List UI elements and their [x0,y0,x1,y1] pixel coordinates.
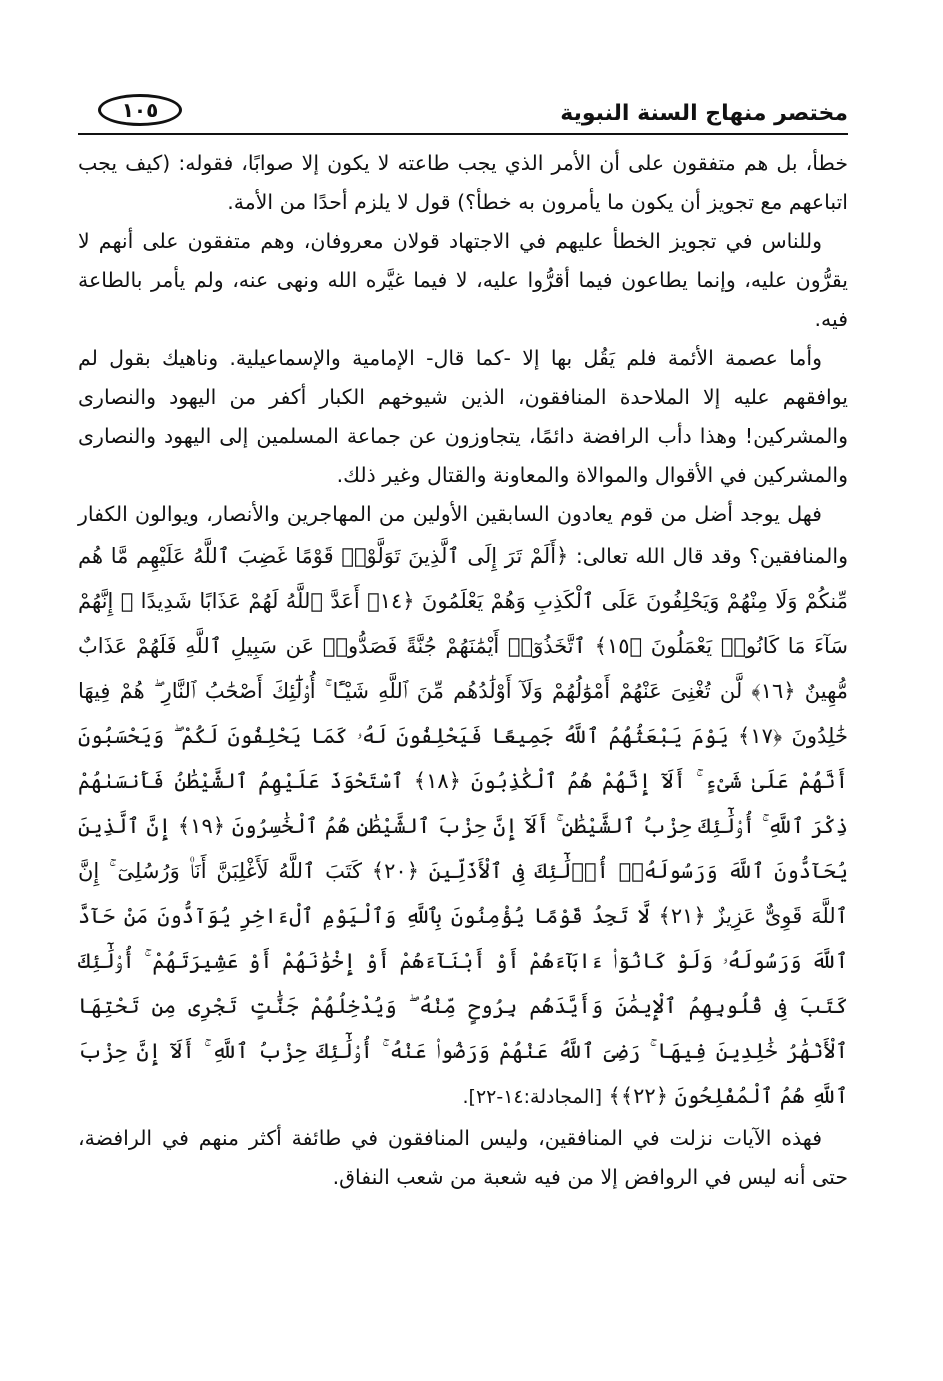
running-title: مختصر منهاج السنة النبوية [560,101,848,126]
quran-verse: ﴿أَلَمْ تَرَ إِلَى ٱلَّذِينَ تَوَلَّوْا۟ قَوْمًا غَضِبَ ٱللَّهُ عَلَيْهِم مَّا هُم مِّنكُمْ وَلَا مِنْهُمْ وَيَحْلِفُونَ عَلَى ٱلْكَذِبِ وَهُمْ يَعْلَمُونَ ﴿١٤﴾ أَعَدَّ ٱللَّهُ لَهُمْ عَذَابًا شَدِيدًا ۖ إِنَّهُمْ سَآءَ مَا كَانُوا۟ يَعْمَلُونَ ﴿١٥﴾ ٱتَّخَذُوٓا۟ أَيْمَٰنَهُمْ جُنَّةً فَصَدُّوا۟ عَن سَبِيلِ ٱللَّهِ فَلَهُمْ عَذَابٌ مُّهِينٌ ﴿١٦﴾ لَّن تُغْنِىَ عَنْهُمْ أَمْوَٰلُهُمْ وَلَآ أَوْلَٰدُهُم مِّنَ ٱللَّهِ شَيْـًٔا ۚ أُو۟لَٰٓئِكَ أَصْحَٰبُ ٱلنَّارِ ۖ هُمْ فِيهَا خَٰلِدُونَ ﴿١٧﴾ يَوْمَ يَبْعَثُهُمُ ٱللَّهُ جَمِيعًا فَيَحْلِفُونَ لَهُۥ كَمَا يَحْلِفُونَ لَكُمْ ۖ وَيَحْسَبُونَ أَنَّهُمْ عَلَىٰ شَىْءٍ ۚ أَلَآ إِنَّهُمْ هُمُ ٱلْكَٰذِبُونَ ﴿١٨﴾ ٱسْتَحْوَذَ عَلَيْهِمُ ٱلشَّيْطَٰنُ فَأَنسَىٰهُمْ ذِكْرَ ٱللَّهِ ۚ أُو۟لَٰٓئِكَ حِزْبُ ٱلشَّيْطَٰنِ ۚ أَلَآ إِنَّ حِزْبَ ٱلشَّيْطَٰنِ هُمُ ٱلْخَٰسِرُونَ ﴿١٩﴾ إِنَّ ٱلَّذِينَ يُحَآدُّونَ ٱللَّهَ وَرَسُولَهُۥٓ أُو۟لَٰٓئِكَ فِى ٱلْأَذَلِّينَ ﴿٢٠﴾ كَتَبَ ٱللَّهُ لَأَغْلِبَنَّ أَنَا۠ وَرُسُلِىٓ ۚ إِنَّ ٱللَّهَ قَوِىٌّ عَزِيزٌ ﴿٢١﴾ لَّا تَجِدُ قَوْمًا يُؤْمِنُونَ بِٱللَّهِ وَٱلْيَوْمِ ٱلْءَاخِرِ يُوَآدُّونَ مَنْ حَآدَّ ٱللَّهَ وَرَسُولَهُۥ وَلَوْ كَانُوٓا۟ ءَابَآءَهُمْ أَوْ أَبْنَآءَهُمْ أَوْ إِخْوَٰنَهُمْ أَوْ عَشِيرَتَهُمْ ۚ أُو۟لَٰٓئِكَ كَتَبَ فِى قُلُوبِهِمُ ٱلْإِيمَٰنَ وَأَيَّدَهُم بِرُوحٍ مِّنْهُ ۖ وَيُدْخِلُهُمْ جَنَّٰتٍ تَجْرِى مِن تَحْتِهَا ٱلْأَنْهَٰرُ خَٰلِدِينَ فِيهَا ۚ رَضِىَ ٱللَّهُ عَنْهُمْ وَرَضُوا۟ عَنْهُ ۚ أُو۟لَٰٓئِكَ حِزْبُ ٱللَّهِ ۚ أَلَآ إِنَّ حِزْبَ ٱللَّهِ هُمُ ٱلْمُفْلِحُونَ ﴿٢٢﴾﴾ [78,544,849,1108]
paragraph-4-intro: فهل يوجد أضل من قوم يعادون السابقين الأولين من المهاجرين والأنصار، ويوالون الكفار والمنافقين؟ وقد قال الله تعالى: [78,502,848,568]
book-page [78,86,848,1326]
page-number: ١٠٥ [98,94,182,126]
page-body [78,144,848,1197]
header-rule [78,133,848,135]
page-header [78,86,848,138]
paragraph-2: وللناس في تجويز الخطأ عليهم في الاجتهاد قولان معروفان، وهم متفقون على أنهم لا يقرُّون عليه، وإنما يطاعون فيما أقرُّوا عليه، لا فيما غيَّره الله ونهى عنه، ولم يأمر بالطاعة فيه. [78,229,848,331]
paragraph-3: وأما عصمة الأئمة فلم يَقُل بها إلا -كما قال- الإمامية والإسماعيلية. وناهيك بقول لم يوافقهم عليه إلا الملاحدة المنافقون، الذين شيوخهم الكبار أكفر من اليهود والنصارى والمشركين! وهذا دأب الرافضة دائمًا، يتجاوزون عن جماعة المسلمين إلى اليهود والنصارى والمشركين في الأقوال والموالاة والمعاونة والقتال وغير ذلك. [78,346,848,487]
verse-citation: [المجادلة:١٤-٢٢]. [462,1086,602,1108]
paragraph-5: فهذه الآيات نزلت في المنافقين، وليس المنافقون في طائفة أكثر منهم في الرافضة، حتى أنه ليس في الروافض إلا من فيه شعبة من شعب النفاق. [78,1126,848,1189]
paragraph-4 [78,495,848,1119]
paragraph-1: خطأ، بل هم متفقون على أن الأمر الذي يجب طاعته لا يكون إلا صوابًا، فقوله: (كيف يجب اتباعهم مع تجويز أن يكون ما يأمرون به خطأ؟) قول لا يلزم أحدًا من الأمة. [78,151,848,214]
